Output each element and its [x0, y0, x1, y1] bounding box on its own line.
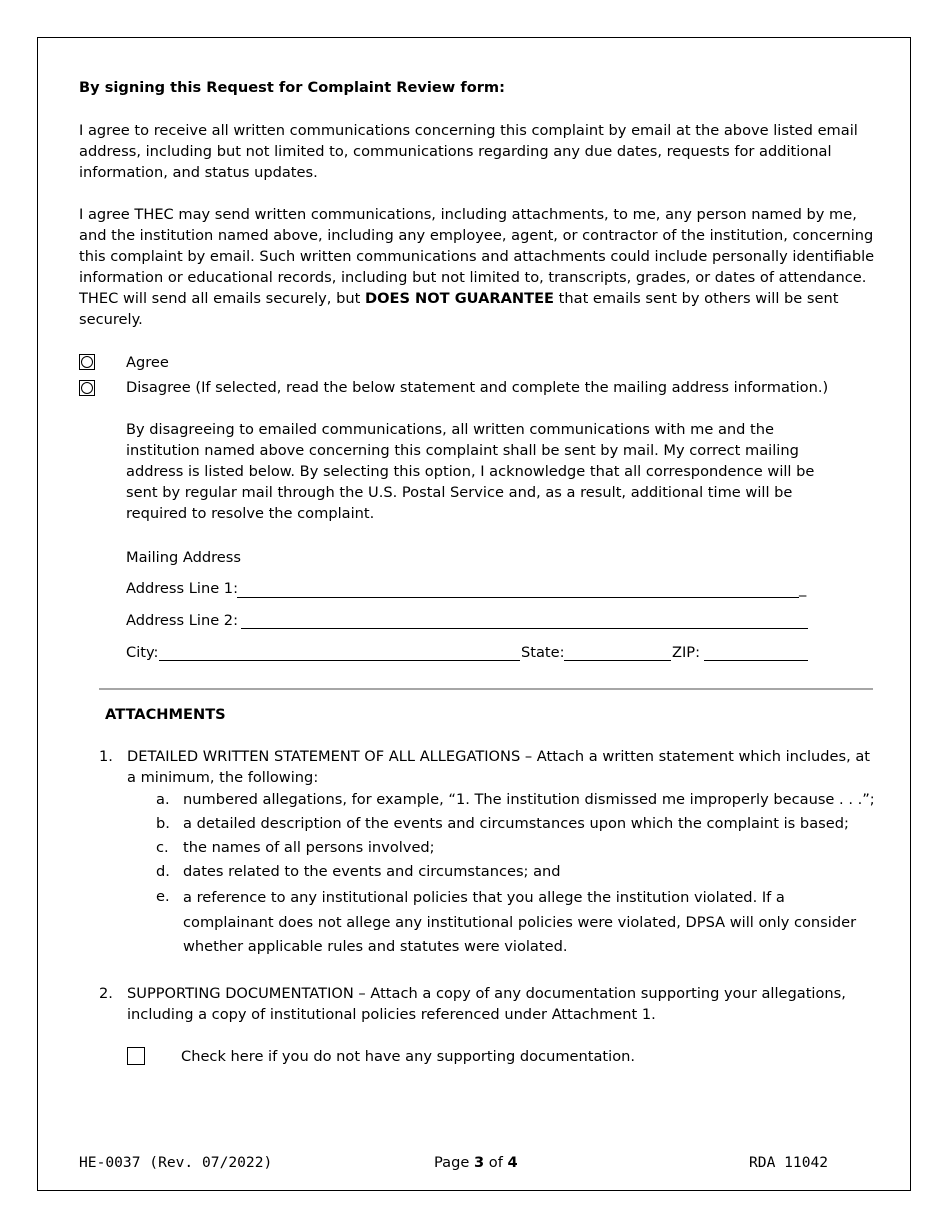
page-indicator — [434, 1154, 518, 1171]
section-divider — [99, 688, 873, 690]
disagree-label: Disagree (If selected, read the below statement and complete the mailing address information.) — [126, 379, 829, 396]
attachments-title: ATTACHMENTS — [105, 706, 226, 723]
no-documentation-label: Check here if you do not have any supporting documentation. — [181, 1048, 636, 1065]
agree-label: Agree — [126, 354, 169, 371]
address-line2-field[interactable] — [241, 628, 808, 629]
disagree-statement: By disagreeing to emailed communications, all written communications with me and the institution named above concerning this complaint shall be sent by mail. My correct mailing address is listed below. By selecting this option, I acknowledge that all correspondence will be sent by regular mail through the U.S. Postal Service and, as a result, additional time will be required to resolve the complaint. — [126, 421, 815, 522]
consent-heading: By signing this Request for Complaint Review form: — [79, 79, 505, 96]
item2-text: SUPPORTING DOCUMENTATION – Attach a copy of any documentation supporting your allegations, including a copy of institutional policies referenced under Attachment 1. — [127, 985, 846, 1023]
subitem-text: the names of all persons involved; — [183, 839, 435, 856]
thec-consent-paragraph — [79, 204, 879, 330]
disagree-radio[interactable] — [79, 380, 95, 396]
zip-field[interactable] — [704, 660, 808, 661]
mailing-address-title: Mailing Address — [126, 549, 241, 566]
city-field[interactable] — [159, 660, 520, 661]
para2-end: that emails sent by others will be sent securely. — [79, 290, 839, 328]
state-label: State: — [521, 644, 565, 661]
subitem-letter: c. — [156, 839, 169, 856]
item1-text: DETAILED WRITTEN STATEMENT OF ALL ALLEGATIONS – Attach a written statement which includes, at a minimum, the following: — [127, 748, 871, 786]
page-total: 4 — [507, 1154, 518, 1171]
rda-number: RDA 11042 — [749, 1154, 829, 1171]
page-word: Page — [434, 1154, 470, 1171]
page-current: 3 — [473, 1154, 485, 1171]
page-of: of — [488, 1154, 503, 1171]
para2-start: I agree THEC may send written communications, including attachments, to me, any person named by me, and the institution named above, including any employee, agent, or contractor of the institution, concerning this complaint by email. Such written communications and attachments could include personally identifiable information or educational records, including but not limited to, transcripts, grades, or dates of attendance. THEC will send all emails securely, but — [79, 206, 875, 307]
item1-number: 1. — [99, 748, 113, 765]
email-consent-paragraph: I agree to receive all written communications concerning this complaint by email at the above listed email address, including but not limited to, communications regarding any due dates, requests for additional information, and status updates. — [79, 122, 858, 181]
address-line1-field[interactable] — [237, 597, 799, 598]
subitem-letter: d. — [156, 863, 170, 880]
subitem-letter: b. — [156, 815, 170, 832]
city-label: City: — [126, 644, 159, 661]
zip-label: ZIP: — [672, 644, 701, 661]
subitem-letter: a. — [156, 791, 170, 808]
subitem-letter: e. — [156, 888, 170, 905]
no-documentation-checkbox[interactable] — [127, 1047, 145, 1065]
subitem-text: a reference to any institutional policies that you allege the institution violated. If a complainant does not allege any institutional policies were violated, DPSA will only consider whether applicable rules and statutes were violated. — [183, 889, 857, 955]
subitem-text: a detailed description of the events and circumstances upon which the complaint is based; — [183, 815, 849, 832]
address-line1-trail: _ — [799, 580, 807, 597]
address-line1-label: Address Line 1: — [126, 580, 239, 597]
subitem-text: dates related to the events and circumstances; and — [183, 863, 561, 880]
does-not-guarantee: DOES NOT GUARANTEE — [364, 290, 555, 307]
subitem-text: numbered allegations, for example, “1. The institution dismissed me improperly because . . .”; — [183, 791, 875, 808]
state-field[interactable] — [564, 660, 671, 661]
agree-radio[interactable] — [79, 354, 95, 370]
item2-number: 2. — [99, 985, 113, 1002]
address-line2-label: Address Line 2: — [126, 612, 239, 629]
form-number: HE-0037 (Rev. 07/2022) — [79, 1154, 273, 1171]
